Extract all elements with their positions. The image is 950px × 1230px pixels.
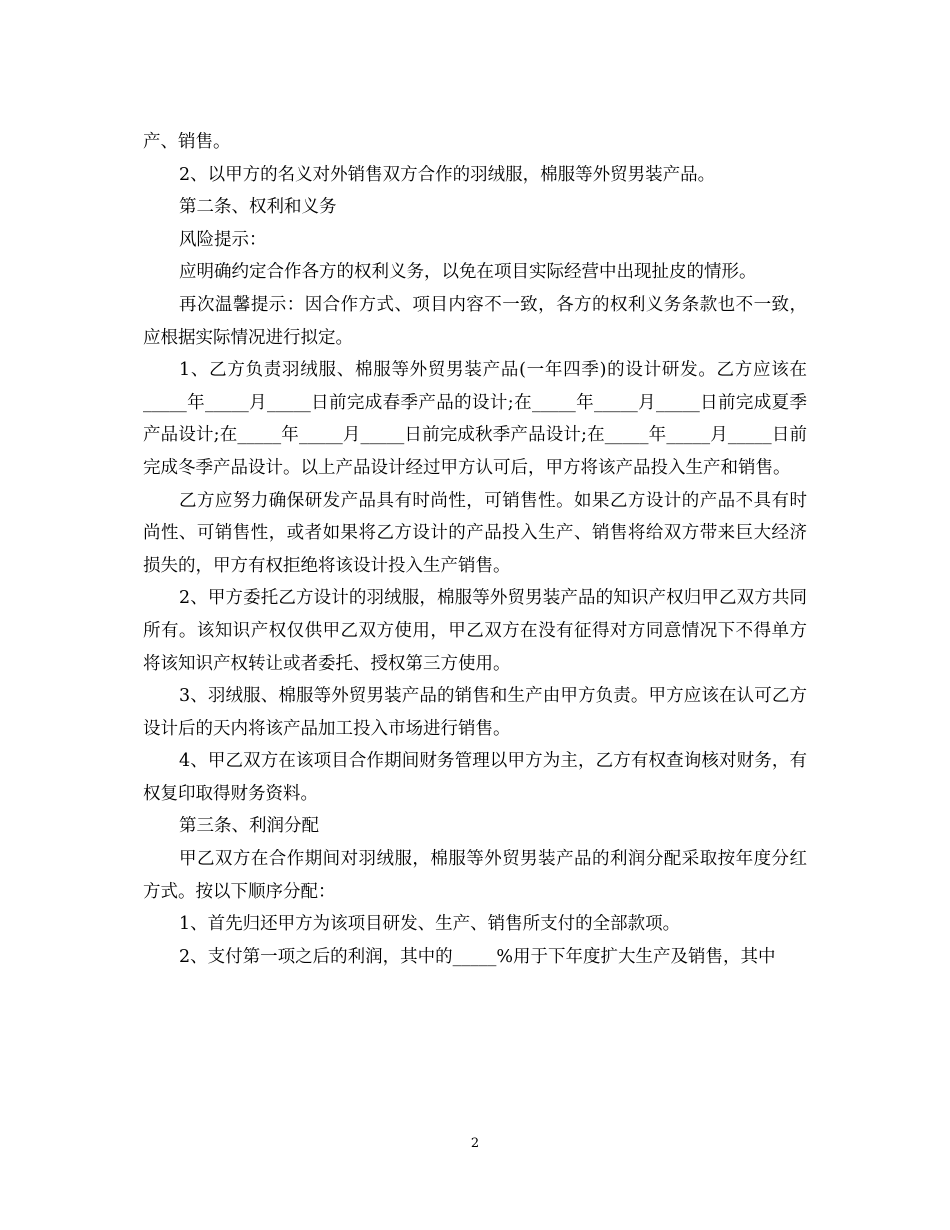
paragraph-sales-production: 3、羽绒服、棉服等外贸男装产品的销售和生产由甲方负责。甲方应该在认可乙方设计后的天内将该产品加工投入市场进行销售。 [143, 686, 807, 739]
section-heading-rights: 第二条、权利和义务 [179, 197, 337, 218]
page-number: 2 [470, 1136, 480, 1151]
risk-note-text: 应明确约定合作各方的权利义务，以免在项目实际经营中出现扯皮的情形。 [179, 262, 757, 283]
paragraph-design-schedule: 1、乙方负责羽绒服、棉服等外贸男装产品(一年四季)的设计研发。乙方应该在_____年_____月_____日前完成春季产品的设计;在_____年_____月_____日前完成夏季产品设计;在_____年_____月_____日前完成秋季产品设计;在_____年_____月_____日前完成冬季产品设计。以上产品设计经过甲方认可后，甲方将该产品投入生产和销售。 [143, 360, 807, 478]
reminder-text: 再次温馨提示：因合作方式、项目内容不一致，各方的权利义务条款也不一致，应根据实际情况进行拟定。 [143, 294, 807, 348]
paragraph-profit-second: 2、支付第一项之后的利润，其中的_____%用于下年度扩大生产及销售，其中 [179, 946, 776, 967]
body-text [143, 126, 807, 973]
paragraph-ip-ownership: 2、甲方委托乙方设计的羽绒服，棉服等外贸男装产品的知识产权归甲乙双方共同所有。该知识产权仅供甲乙双方使用，甲乙双方在没有征得对方同意情况下不得单方将该知识产权转让或者委托、授权第三方使用。 [143, 588, 807, 674]
paragraph-profit-method: 甲乙双方在合作期间对羽绒服，棉服等外贸男装产品的利润分配采取按年度分红方式。按以下顺序分配： [143, 849, 807, 902]
paragraph-profit-first: 1、首先归还甲方为该项目研发、生产、销售所支付的全部款项。 [179, 914, 681, 935]
paragraph-continuation: 产、销售。 [143, 132, 231, 152]
risk-note-label: 风险提示： [179, 229, 267, 250]
paragraph-item-sales-name: 2、以甲方的名义对外销售双方合作的羽绒服，棉服等外贸男装产品。 [179, 164, 716, 185]
section-heading-profit: 第三条、利润分配 [179, 816, 319, 837]
paragraph-design-quality: 乙方应努力确保研发产品具有时尚性，可销售性。如果乙方设计的产品不具有时尚性、可销售性，或者如果将乙方设计的产品投入生产、销售将给双方带来巨大经济损失的，甲方有权拒绝将该设计投入生产销售。 [143, 490, 807, 576]
paragraph-finance: 4、甲乙双方在该项目合作期间财务管理以甲方为主，乙方有权查询核对财务，有权复印取得财务资料。 [143, 751, 807, 804]
